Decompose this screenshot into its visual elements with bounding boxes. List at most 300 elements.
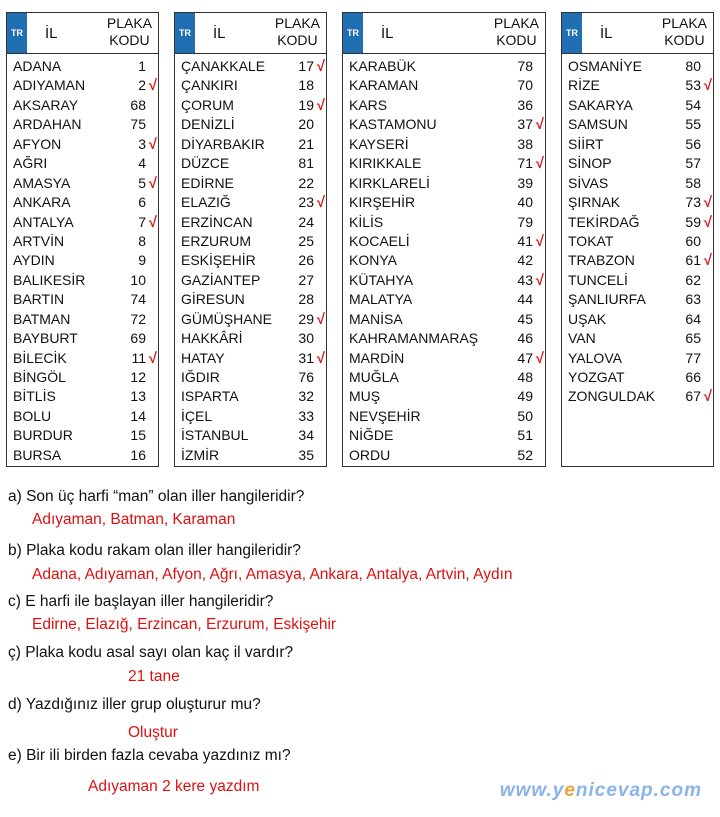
table-row [343, 426, 545, 445]
plate-code: 28 [298, 291, 314, 308]
table-row [175, 349, 326, 368]
table-header [7, 13, 158, 54]
answer-e: Adıyaman 2 kere yazdım [88, 778, 260, 795]
table-row [562, 329, 713, 348]
province-name: İZMİR [181, 446, 220, 463]
plate-code: 42 [517, 252, 533, 269]
province-name: HAKKÂRİ [181, 330, 243, 347]
province-name: MALATYA [349, 291, 413, 308]
table-row [7, 251, 158, 270]
plate-code: 47 [517, 349, 533, 366]
province-name: BAYBURT [13, 330, 78, 347]
province-name: GİRESUN [181, 291, 245, 308]
plate-code: 59 [685, 213, 701, 230]
plate-code: 11 [131, 349, 146, 366]
plate-code: 64 [685, 310, 701, 327]
check-mark-icon: √ [703, 194, 712, 212]
header-plaka: PLAKA [106, 15, 152, 31]
province-name: ADIYAMAN [13, 77, 86, 94]
header-il: İL [45, 25, 58, 42]
table-row [175, 446, 326, 465]
plate-code: 20 [298, 116, 314, 133]
table-row [7, 426, 158, 445]
province-name: SİİRT [568, 135, 604, 152]
province-name: AĞRI [13, 155, 48, 172]
plate-code: 17 [298, 58, 314, 74]
table-row [562, 290, 713, 309]
province-name: VAN [568, 330, 596, 347]
province-name: AKSARAY [13, 96, 79, 113]
plate-code: 33 [298, 407, 314, 424]
plate-code: 57 [685, 155, 701, 172]
province-name: MANİSA [349, 310, 403, 327]
check-mark-icon: √ [535, 271, 544, 289]
plate-code: 12 [130, 369, 146, 385]
plate-code: 37 [517, 116, 533, 133]
province-name: SAMSUN [568, 116, 628, 133]
province-name: ELAZIĞ [181, 194, 231, 211]
plate-code: 46 [517, 330, 533, 347]
answer-a: Adıyaman, Batman, Karaman [32, 511, 236, 528]
plate-code: 9 [138, 252, 146, 269]
plate-code: 53 [685, 77, 701, 94]
province-name: KAYSERİ [349, 135, 409, 152]
header-plaka-kodu [275, 15, 320, 49]
table-row [7, 76, 158, 95]
province-name: ESKİŞEHİR [181, 252, 256, 269]
province-name: ERZİNCAN [181, 213, 253, 230]
province-name: TOKAT [568, 232, 614, 249]
table-row [562, 251, 713, 270]
table-row [343, 57, 545, 76]
province-name: ÇANKIRI [181, 77, 238, 94]
plate-code: 2 [138, 77, 146, 94]
province-name: KIRŞEHİR [349, 194, 416, 211]
check-mark-icon: √ [535, 116, 544, 134]
question-d: d) Yazdığınız iller grup oluşturur mu? [8, 696, 261, 713]
table-header [562, 13, 713, 54]
province-name: ŞANLIURFA [568, 291, 646, 308]
plate-table-3 [342, 12, 546, 467]
question-b: b) Plaka kodu rakam olan iller hangileridir? [8, 542, 301, 559]
province-name: BİNGÖL [13, 369, 66, 385]
table-row [562, 271, 713, 290]
table-row [175, 115, 326, 134]
province-name: KOCAELİ [349, 232, 410, 249]
table-row [343, 407, 545, 426]
plate-code: 38 [517, 135, 533, 152]
plate-code: 26 [298, 252, 314, 269]
table-row [343, 154, 545, 173]
plate-code: 44 [517, 291, 533, 308]
table-row [562, 154, 713, 173]
plate-code: 73 [685, 194, 701, 211]
plate-code: 62 [685, 271, 701, 288]
province-name: DİYARBAKIR [181, 135, 265, 152]
table-row [175, 329, 326, 348]
table-row [343, 329, 545, 348]
table-rows [343, 57, 545, 465]
table-row [7, 349, 158, 368]
header-plaka: PLAKA [661, 15, 707, 31]
province-name: MUŞ [349, 388, 381, 405]
check-mark-icon: √ [703, 388, 712, 406]
province-name: DENİZLİ [181, 116, 235, 133]
answer-b: Adana, Adıyaman, Afyon, Ağrı, Amasya, Ankara, Antalya, Artvin, Aydın [32, 566, 513, 583]
province-name: BURDUR [13, 427, 73, 444]
check-mark-icon: √ [148, 77, 157, 95]
plate-code: 4 [138, 155, 146, 172]
table-row [343, 349, 545, 368]
province-name: ANTALYA [13, 213, 74, 230]
table-row [175, 213, 326, 232]
question-cc: ç) Plaka kodu asal sayı olan kaç il vardır? [8, 644, 294, 661]
plate-code: 10 [130, 271, 146, 288]
plate-table-1 [6, 12, 159, 467]
province-name: BALIKESİR [13, 271, 86, 288]
plate-code: 24 [298, 213, 314, 230]
plate-code: 49 [517, 388, 533, 405]
table-row [7, 154, 158, 173]
table-row [562, 232, 713, 251]
plate-code: 29 [298, 310, 314, 327]
table-row [175, 232, 326, 251]
plate-code: 76 [298, 369, 314, 385]
plate-code: 54 [685, 96, 701, 113]
header-kodu: KODU [496, 32, 537, 48]
plate-code: 16 [130, 446, 146, 463]
plate-code: 8 [138, 232, 146, 249]
table-row [343, 135, 545, 154]
header-plaka-kodu [662, 15, 707, 49]
question-a: a) Son üç harfi “man” olan iller hangileridir? [8, 488, 305, 505]
tr-badge: TR [562, 13, 582, 53]
province-name: BİTLİS [13, 388, 56, 405]
province-name: MARDİN [349, 349, 405, 366]
province-name: SAKARYA [568, 96, 633, 113]
check-mark-icon: √ [316, 310, 325, 328]
province-name: ARTVİN [13, 232, 65, 249]
plate-code: 43 [517, 271, 533, 288]
plate-code: 36 [517, 96, 533, 113]
plate-code: 6 [138, 194, 146, 211]
plate-code: 15 [130, 427, 146, 444]
province-name: ERZURUM [181, 232, 251, 249]
table-row [562, 96, 713, 115]
check-mark-icon: √ [148, 135, 157, 153]
table-row [175, 290, 326, 309]
plate-code: 65 [685, 330, 701, 347]
table-row [562, 387, 713, 406]
table-row [343, 446, 545, 465]
province-name: KÜTAHYA [349, 271, 414, 288]
province-name: SİNOP [568, 155, 612, 172]
table-row [343, 387, 545, 406]
plate-code: 30 [298, 330, 314, 347]
table-row [562, 76, 713, 95]
plate-code: 35 [298, 446, 314, 463]
table-rows [562, 57, 713, 407]
table-header [175, 13, 326, 54]
header-plaka-kodu [494, 15, 539, 49]
header-plaka: PLAKA [493, 15, 539, 31]
plate-code: 52 [517, 446, 533, 463]
tr-badge: TR [175, 13, 195, 53]
plate-code: 22 [298, 174, 314, 191]
answer-d: Oluştur [128, 724, 178, 741]
table-row [7, 135, 158, 154]
table-row [175, 154, 326, 173]
table-row [343, 290, 545, 309]
question-e: e) Bir ili birden fazla cevaba yazdınız mı? [8, 747, 291, 764]
province-name: İSTANBUL [181, 427, 249, 444]
plate-code: 40 [517, 194, 533, 211]
header-kodu: KODU [664, 32, 705, 48]
province-name: TRABZON [568, 252, 635, 269]
plate-code: 70 [517, 77, 533, 94]
province-name: TEKİRDAĞ [568, 213, 640, 230]
table-row [562, 349, 713, 368]
province-name: BİLECİK [13, 349, 67, 366]
table-row [7, 290, 158, 309]
plate-code: 78 [517, 58, 533, 74]
province-name: ANKARA [13, 194, 71, 211]
plate-code: 25 [298, 232, 314, 249]
province-name: İÇEL [181, 407, 213, 424]
plate-code: 39 [517, 174, 533, 191]
plate-code: 19 [298, 96, 314, 113]
header-il: İL [213, 25, 226, 42]
plate-code: 32 [298, 388, 314, 405]
province-name: KIRKLARELİ [349, 174, 430, 191]
province-name: MUĞLA [349, 369, 399, 385]
table-row [175, 193, 326, 212]
check-mark-icon: √ [316, 96, 325, 114]
plate-code: 72 [130, 310, 146, 327]
province-name: KARABÜK [349, 58, 416, 74]
table-row [7, 174, 158, 193]
province-name: BOLU [13, 407, 52, 424]
table-row [7, 96, 158, 115]
table-row [562, 115, 713, 134]
plate-code: 55 [685, 116, 701, 133]
check-mark-icon: √ [148, 174, 157, 192]
check-mark-icon: √ [316, 58, 325, 75]
check-mark-icon: √ [316, 194, 325, 212]
province-name: KİLİS [349, 213, 384, 230]
table-row [175, 310, 326, 329]
table-row [343, 115, 545, 134]
table-row [343, 96, 545, 115]
province-name: AFYON [13, 135, 62, 152]
plate-code: 41 [517, 232, 533, 249]
table-row [343, 310, 545, 329]
table-row [7, 271, 158, 290]
province-name: YOZGAT [568, 369, 625, 385]
province-name: GAZİANTEP [181, 271, 261, 288]
table-row [175, 387, 326, 406]
table-row [7, 407, 158, 426]
province-name: KASTAMONU [349, 116, 437, 133]
plate-code: 67 [685, 388, 701, 405]
table-row [562, 57, 713, 76]
plate-code: 14 [130, 407, 146, 424]
plate-code: 69 [130, 330, 146, 347]
table-row [175, 174, 326, 193]
plate-code: 80 [685, 58, 701, 74]
table-row [7, 310, 158, 329]
plate-code: 13 [130, 388, 146, 405]
plate-code: 71 [517, 155, 533, 172]
plate-code: 5 [138, 174, 146, 191]
table-row [343, 368, 545, 387]
plate-code: 61 [685, 252, 701, 269]
plate-code: 31 [298, 349, 314, 366]
table-row [343, 271, 545, 290]
table-row [343, 174, 545, 193]
plate-code: 75 [130, 116, 146, 133]
table-row [7, 57, 158, 76]
plate-code: 34 [298, 427, 314, 444]
header-kodu: KODU [277, 32, 318, 48]
table-row [175, 135, 326, 154]
table-row [7, 446, 158, 465]
check-mark-icon: √ [535, 349, 544, 367]
province-name: UŞAK [568, 310, 607, 327]
header-il: İL [600, 25, 613, 42]
province-name: BURSA [13, 446, 62, 463]
tr-badge: TR [343, 13, 363, 53]
province-name: ÇANAKKALE [181, 58, 266, 74]
table-row [7, 115, 158, 134]
province-name: KARS [349, 96, 388, 113]
tr-badge: TR [7, 13, 27, 53]
table-row [7, 329, 158, 348]
plate-code: 66 [685, 369, 701, 385]
table-row [175, 407, 326, 426]
province-name: GÜMÜŞHANE [181, 310, 273, 327]
plate-table-2 [174, 12, 327, 467]
table-row [343, 76, 545, 95]
plate-code: 77 [685, 349, 701, 366]
plate-code: 58 [685, 174, 701, 191]
province-name: KIRIKKALE [349, 155, 422, 172]
province-name: BARTIN [13, 291, 65, 308]
province-name: DÜZCE [181, 155, 230, 172]
table-row [175, 426, 326, 445]
province-name: ARDAHAN [13, 116, 82, 133]
table-row [7, 368, 158, 387]
province-name: ADANA [13, 58, 62, 74]
check-mark-icon: √ [703, 213, 712, 231]
table-row [175, 368, 326, 387]
table-row [562, 135, 713, 154]
table-header [343, 13, 545, 54]
check-mark-icon: √ [535, 232, 544, 250]
province-name: NEVŞEHİR [349, 407, 421, 424]
check-mark-icon: √ [148, 213, 157, 231]
province-name: KONYA [349, 252, 397, 269]
plate-code: 63 [685, 291, 701, 308]
header-plaka-kodu [107, 15, 152, 49]
plate-code: 56 [685, 135, 701, 152]
province-name: AYDIN [13, 252, 55, 269]
answer-cc: 21 tane [128, 668, 180, 685]
plate-code: 3 [138, 135, 146, 152]
table-row [7, 387, 158, 406]
table-row [343, 251, 545, 270]
province-name: BATMAN [13, 310, 71, 327]
plate-code: 48 [517, 369, 533, 385]
plate-code: 23 [298, 194, 314, 211]
province-name: YALOVA [568, 349, 622, 366]
province-name: OSMANİYE [568, 58, 642, 74]
table-row [175, 57, 326, 76]
province-name: AMASYA [13, 174, 71, 191]
plate-code: 79 [517, 213, 533, 230]
plate-code: 81 [298, 155, 314, 172]
province-name: ISPARTA [181, 388, 239, 405]
province-name: ŞIRNAK [568, 194, 621, 211]
province-name: HATAY [181, 349, 225, 366]
province-name: SİVAS [568, 174, 609, 191]
table-row [562, 213, 713, 232]
table-row [175, 96, 326, 115]
plate-code: 18 [298, 77, 314, 94]
plate-code: 27 [298, 271, 314, 288]
province-name: NİĞDE [349, 427, 394, 444]
table-rows [175, 57, 326, 465]
plate-code: 68 [130, 96, 146, 113]
table-row [7, 193, 158, 212]
table-row [562, 310, 713, 329]
plate-code: 21 [298, 135, 314, 152]
province-name: KAHRAMANMARAŞ [349, 330, 479, 347]
plate-code: 50 [517, 407, 533, 424]
table-row [562, 193, 713, 212]
table-row [343, 193, 545, 212]
plate-code: 7 [138, 213, 146, 230]
table-rows [7, 57, 158, 465]
table-row [562, 174, 713, 193]
table-row [343, 232, 545, 251]
question-c: c) E harfi ile başlayan iller hangileridir? [8, 593, 274, 610]
province-name: RİZE [568, 77, 600, 94]
table-row [343, 213, 545, 232]
site-logo: www.yenicevap.com [499, 780, 702, 801]
check-mark-icon: √ [148, 349, 157, 367]
answer-c: Edirne, Elazığ, Erzincan, Erzurum, Eskişehir [32, 616, 337, 633]
province-name: ZONGULDAK [568, 388, 656, 405]
header-kodu: KODU [109, 32, 150, 48]
plate-table-4 [561, 12, 714, 467]
table-row [175, 271, 326, 290]
province-name: ÇORUM [181, 96, 234, 113]
table-row [175, 76, 326, 95]
check-mark-icon: √ [703, 252, 712, 270]
plate-code: 74 [130, 291, 146, 308]
province-name: TUNCELİ [568, 271, 628, 288]
table-row [562, 368, 713, 387]
plate-code: 45 [517, 310, 533, 327]
table-row [7, 232, 158, 251]
table-row [7, 213, 158, 232]
check-mark-icon: √ [535, 155, 544, 173]
province-name: ORDU [349, 446, 391, 463]
header-il: İL [381, 25, 394, 42]
plate-code: 51 [517, 427, 533, 444]
header-plaka: PLAKA [274, 15, 320, 31]
